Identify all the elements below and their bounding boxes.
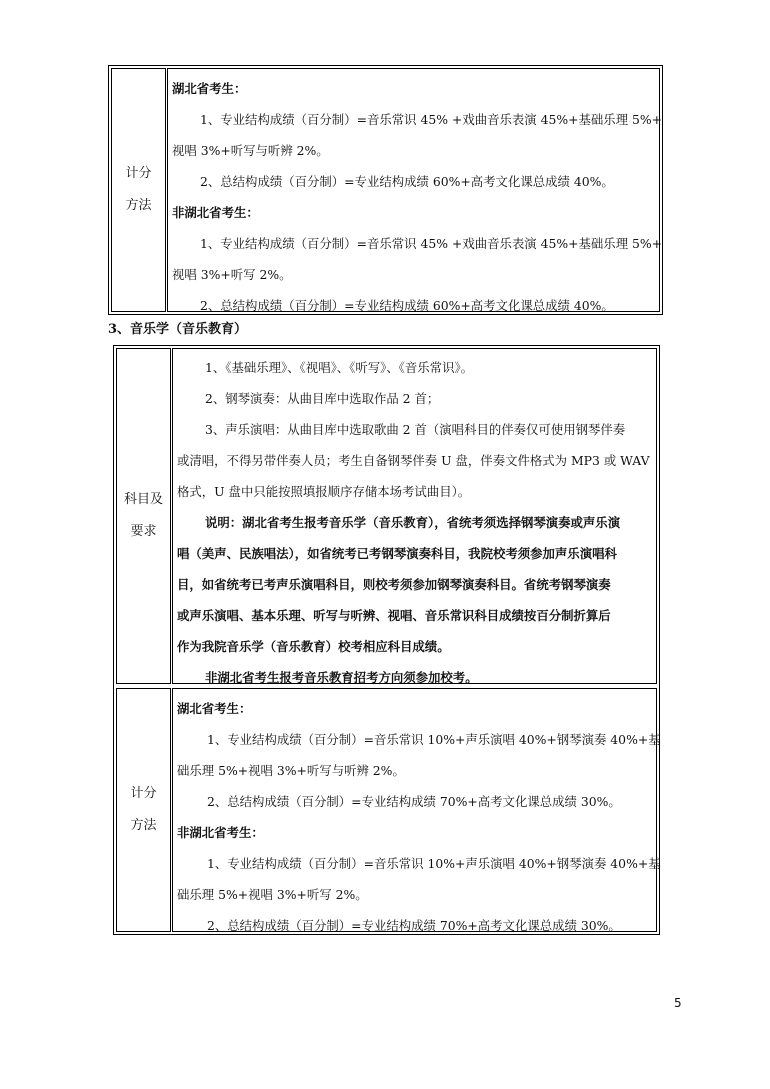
music-education-table	[113, 345, 660, 935]
text-line: 2、总结构成绩（百分制）=专业结构成绩 60%+高考文化课总成绩 40%。	[200, 298, 614, 313]
text-line: 础乐理 5%+视唱 3%+听写 2%。	[177, 887, 368, 902]
note-line: 目，如省统考已考声乐演唱科目，则校考须参加钢琴演奏科目。省统考钢琴演奏	[177, 577, 611, 592]
text-line: 格式，U 盘中只能按照填报顺序存储本场考试曲目）。	[177, 484, 471, 499]
text-line: 2、总结构成绩（百分制）=专业结构成绩 70%+高考文化课总成绩 30%。	[207, 918, 621, 933]
text-line: 或清唱，不得另带伴奏人员；考生自备钢琴伴奏 U 盘，伴奏文件格式为 MP3 或 WAV	[177, 453, 650, 468]
text-line: 础乐理 5%+视唱 3%+听写与听辨 2%。	[177, 763, 405, 778]
row-label-scoring-method	[111, 68, 166, 312]
text-line: 2、钢琴演奏：从曲目库中选取作品 2 首；	[205, 391, 440, 406]
label-line: 计分	[125, 166, 152, 181]
non-hubei-heading: 非湖北省考生：	[177, 825, 264, 840]
note-line: 唱（美声、民族唱法），如省统考已考钢琴演奏科目，我院校考须参加声乐演唱科	[177, 546, 617, 561]
label-line: 方法	[130, 818, 157, 833]
text-line: 视唱 3%+听写与听辨 2%。	[172, 143, 329, 158]
label-line: 科目及	[123, 492, 163, 507]
text-line: 1、专业结构成绩（百分制）=音乐常识 10%+声乐演唱 40%+钢琴演奏 40%+基	[207, 856, 661, 871]
hubei-heading: 湖北省考生：	[177, 701, 252, 716]
row-label-subjects	[116, 348, 171, 684]
note-line: 说明：湖北省考生报考音乐学（音乐教育），省统考须选择钢琴演奏或声乐演	[205, 515, 621, 530]
text-line: 2、总结构成绩（百分制）=专业结构成绩 60%+高考文化课总成绩 40%。	[200, 174, 614, 189]
text-line: 1、专业结构成绩（百分制）=音乐常识 45% +戏曲音乐表演 45%+基础乐理 5%+	[200, 112, 663, 127]
note-line: 非湖北省考生报考音乐教育招考方向须参加校考。	[205, 670, 478, 685]
page-number: 5	[674, 996, 682, 1010]
hubei-heading: 湖北省考生：	[172, 81, 247, 96]
row-label-scoring-method	[116, 688, 171, 932]
note-line: 或声乐演唱、基本乐理、听写与听辨、视唱、音乐常识科目成绩按百分制折算后	[177, 608, 611, 623]
text-line: 视唱 3%+听写 2%。	[172, 267, 292, 282]
scoring-table-1	[108, 65, 663, 315]
requirements-content	[172, 348, 657, 684]
section-heading: 3、音乐学（音乐教育）	[108, 322, 248, 337]
label-line: 计分	[130, 786, 157, 801]
note-line: 作为我院音乐学（音乐教育）校考相应科目成绩。	[177, 639, 450, 654]
label-line: 方法	[125, 198, 152, 213]
non-hubei-heading: 非湖北省考生：	[172, 205, 259, 220]
text-line: 1、《基础乐理》、《视唱》、《听写》、《音乐常识》。	[205, 360, 474, 375]
scoring-content	[172, 688, 661, 933]
requirements-row	[114, 346, 659, 686]
text-line: 1、专业结构成绩（百分制）=音乐常识 10%+声乐演唱 40%+钢琴演奏 40%+基	[207, 732, 661, 747]
text-line: 1、专业结构成绩（百分制）=音乐常识 45% +戏曲音乐表演 45%+基础乐理 5%+	[200, 236, 663, 251]
scoring-content	[167, 68, 663, 313]
text-line: 2、总结构成绩（百分制）=专业结构成绩 70%+高考文化课总成绩 30%。	[207, 794, 621, 809]
label-line: 要求	[130, 524, 157, 539]
text-line: 3、声乐演唱：从曲目库中选取歌曲 2 首（演唱科目的伴奏仅可使用钢琴伴奏	[205, 422, 626, 437]
scoring-row	[114, 686, 659, 934]
